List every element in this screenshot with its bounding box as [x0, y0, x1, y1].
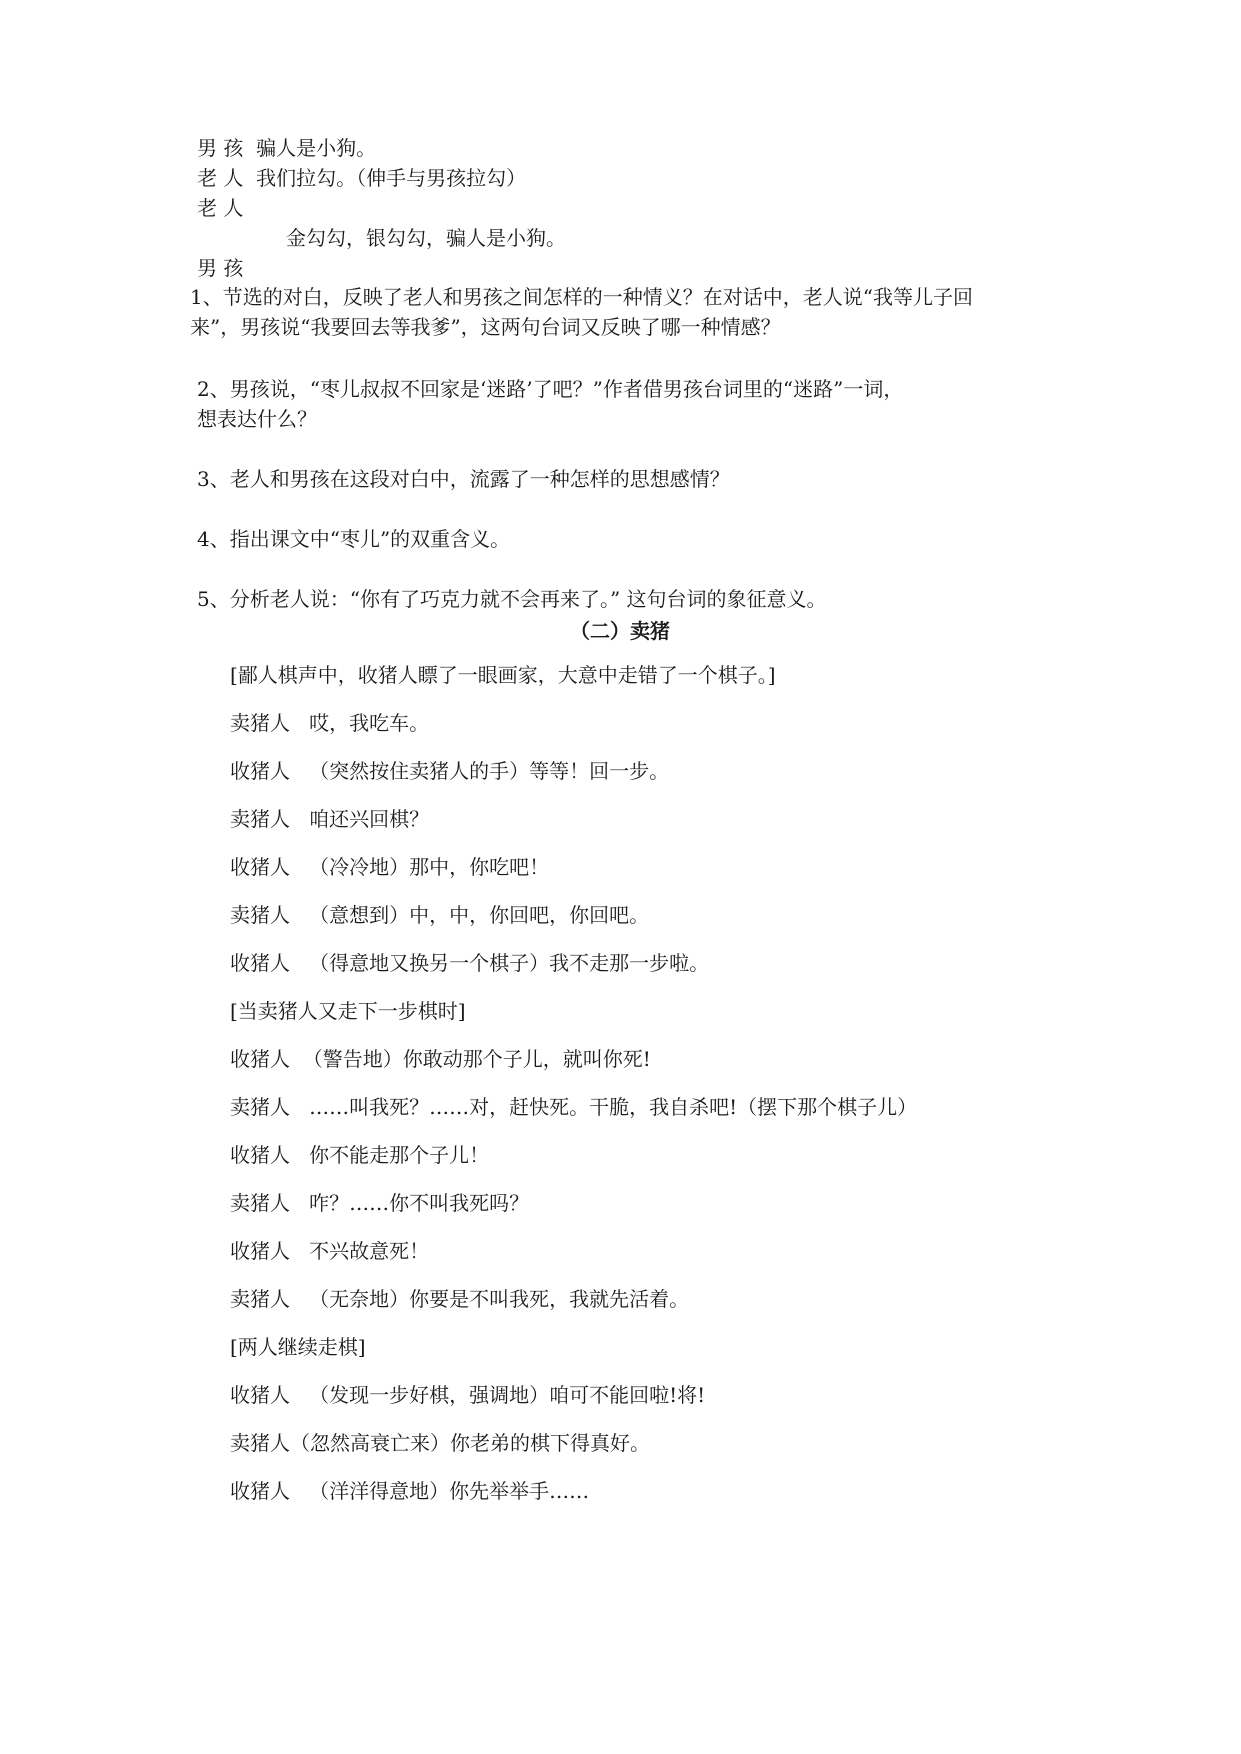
dialogue-line: 收猪人 （突然按住卖猪人的手）等等！回一步。 [230, 759, 670, 783]
question-1-line-1: 1、节选的对白，反映了老人和男孩之间怎样的一种情义？在对话中，老人说“我等儿子回 [190, 285, 973, 309]
section-title: （二）卖猪 [570, 619, 670, 643]
dialogue-line: 男 孩 [197, 256, 244, 280]
dialogue-line: 金勾勾，银勾勾，骗人是小狗。 [286, 226, 566, 250]
stage-direction: [鄙人棋声中，收猪人瞟了一眼画家，大意中走错了一个棋子。] [230, 663, 776, 687]
question-3: 3、老人和男孩在这段对白中，流露了一种怎样的思想感情？ [197, 467, 730, 491]
dialogue-line: 收猪人 （得意地又换另一个棋子）我不走那一步啦。 [230, 951, 710, 975]
dialogue-line: 收猪人 你不能走那个子儿！ [230, 1143, 490, 1167]
dialogue-line: 收猪人 （洋洋得意地）你先举举手…… [230, 1479, 590, 1503]
question-2-line-1: 2、男孩说，“枣儿叔叔不回家是‘迷路’了吧？”作者借男孩台词里的“迷路”一词， [197, 377, 904, 401]
stage-direction: [两人继续走棋] [230, 1335, 366, 1359]
dialogue-line: 卖猪人 咋？……你不叫我死吗？ [230, 1191, 530, 1215]
dialogue-line: 收猪人 不兴故意死！ [230, 1239, 430, 1263]
dialogue-line: 卖猪人 （无奈地）你要是不叫我死，我就先活着。 [230, 1287, 690, 1311]
question-5: 5、分析老人说：“你有了巧克力就不会再来了。” 这句台词的象征意义。 [197, 587, 827, 611]
dialogue-line: 卖猪人 哎，我吃车。 [230, 711, 430, 735]
dialogue-line: 收猪人 （冷冷地）那中，你吃吧！ [230, 855, 550, 879]
question-1-line-2: 来”，男孩说“我要回去等我爹”，这两句台词又反映了哪一种情感？ [190, 315, 781, 339]
dialogue-line: 老 人 我们拉勾。（伸手与男孩拉勾） [197, 166, 527, 190]
dialogue-line: 卖猪人（忽然高衰亡来）你老弟的棋下得真好。 [230, 1431, 650, 1455]
question-2-line-2: 想表达什么？ [197, 407, 317, 431]
dialogue-line: 卖猪人 ……叫我死？……对，赶快死。干脆，我自杀吧!（摆下那个棋子儿） [230, 1095, 918, 1119]
dialogue-line: 卖猪人 （意想到）中，中，你回吧，你回吧。 [230, 903, 650, 927]
question-4: 4、指出课文中“枣儿”的双重含义。 [197, 527, 511, 551]
dialogue-line: 收猪人 （警告地）你敢动那个子儿，就叫你死! [230, 1047, 651, 1071]
dialogue-line: 老 人 [197, 196, 244, 220]
dialogue-line: 男 孩 骗人是小狗。 [197, 136, 377, 160]
dialogue-line: 收猪人 （发现一步好棋，强调地）咱可不能回啦!将! [230, 1383, 706, 1407]
stage-direction: [当卖猪人又走下一步棋时] [230, 999, 466, 1023]
dialogue-line: 卖猪人 咱还兴回棋？ [230, 807, 430, 831]
